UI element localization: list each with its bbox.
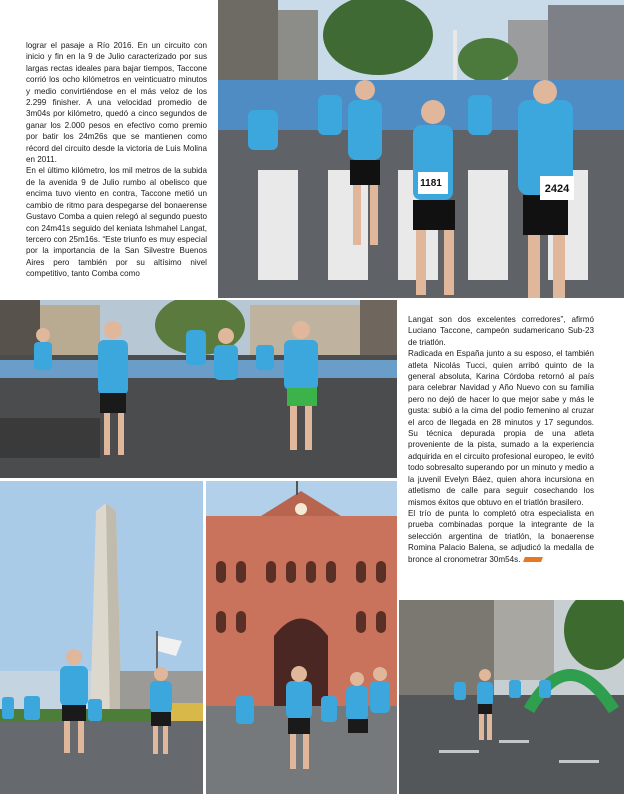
photo-casa-rosada (206, 481, 397, 794)
paragraph: Langat son dos excelentes corredores”, afirmó Luciano Taccone, campeón sudamericano Sub-23 de triatlón. (408, 315, 594, 347)
bib-number: 2424 (544, 183, 570, 195)
paragraph: En el último kilómetro, los mil metros de la subida de la avenida 9 de Julio rumbo al obelisco que encima tuvo viento en contra, Taccone metió un cambio de ritmo para despegarse del bonaerense Gustavo Comba a quien relegó al segundo puesto con 24m41s seguido del keniata Ishmahel Langat, tercero con 25m16s. “Este triunfo es muy especial por la importancia de la San Silvestre Buenos Aires pero también por su altísimo nivel competitivo, tanto Comba como (26, 166, 207, 279)
photo-obelisk (0, 481, 203, 794)
bib-number: 1181 (420, 178, 442, 189)
article-column-left (26, 40, 207, 295)
paragraph: lograr el pasaje a Río 2016. En un circuito con inicio y fin en la 9 de Julio caracterizado por sus largas rectas ideales para bajar tiempos, Taccone corrió los ocho kilómetros en veinticuatro minutos y medio convirtiéndose en el más veloz de los 2.299 finisher. A una velocidad promedio de 3m04s por kilómetro, quedó a cinco segundos de ganar los 2.000 pesos en efectivo como premio por batir los 24m26s que se mantienen como récord del circuito desde la victoria de Luis Molina en 2011. (26, 41, 207, 165)
photo-race-crowd (218, 0, 624, 298)
article-column-right (408, 314, 594, 596)
paragraph-text: El trío de punta lo completó otra especialista en prueba combinadas porque la integrante de la selección argentina de triatlón, la bonaerense Romina Palacio Balena, se adjudicó la medalla de bronce al cronometrar 30m54s. (408, 508, 594, 564)
paragraph (408, 508, 594, 565)
photo-finish-arch (399, 600, 624, 794)
photo-runners-street (0, 300, 397, 478)
article-end-mark (524, 557, 544, 562)
paragraph: Radicada en España junto a su esposo, el también atleta Nicolás Tucci, quien arribó quinto de la general absoluta, Karina Córdoba retornó al país para celebrar Navidad y Año Nuevo con su familia pero no dejó de hacer lo que mejor sabe y más le gusta: subió a la cima del podio femenino al cruzar el arco de llegada en 28 minutos y 17 segundos. Su técnica depurada propia de una atleta proveniente de la pista, sumado a la experiencia adquirida en el circuito profesional europeo, le evitó todo sobresalto superando por un minuto y medio a la juvenil Evelyn Báez, quien ahora incursiona en atletismo de calle para seguir cosechando los mismos éxitos que obtuvo en el triatlón brasilero. (408, 349, 594, 507)
